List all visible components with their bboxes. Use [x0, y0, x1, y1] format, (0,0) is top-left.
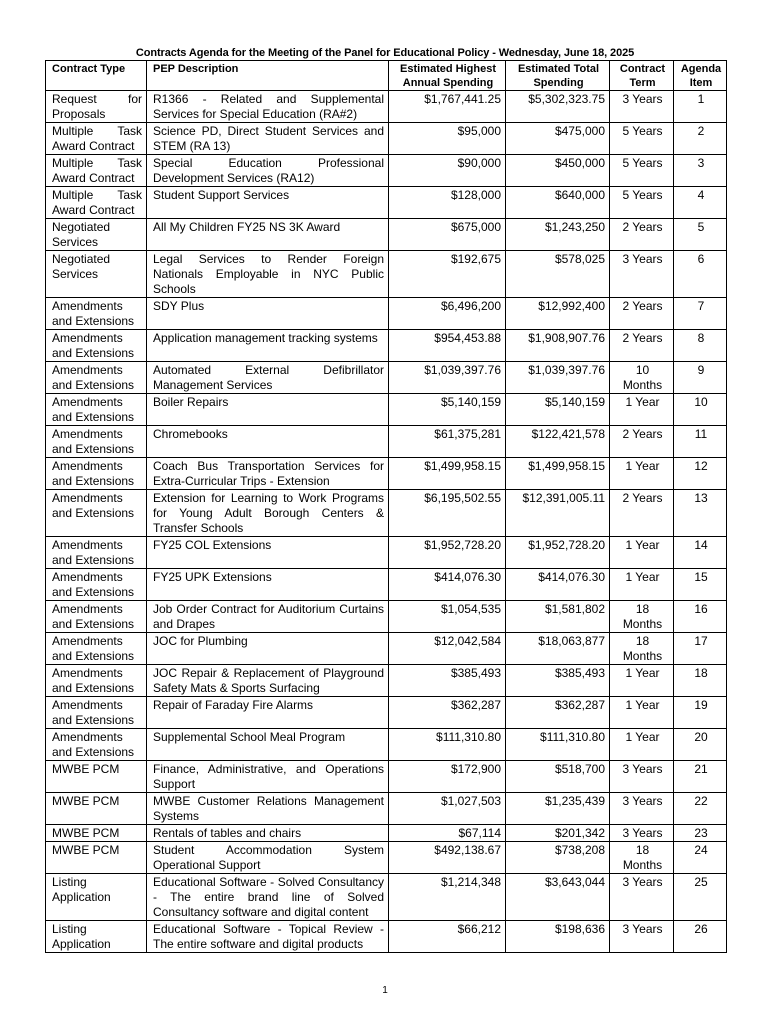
- contract-type-cell: Amendments and Extensions: [46, 298, 147, 330]
- contract-type-cell: Amendments and Extensions: [46, 458, 147, 490]
- annual-spending-cell: $385,493: [389, 665, 506, 697]
- agenda-item-cell: 11: [674, 426, 727, 458]
- table-row: [46, 91, 727, 123]
- table-row: [46, 633, 727, 665]
- pep-description-cell: JOC for Plumbing: [147, 633, 389, 665]
- table-row: [46, 123, 727, 155]
- contract-type-cell: Amendments and Extensions: [46, 490, 147, 537]
- table-row: [46, 298, 727, 330]
- total-spending-cell: $3,643,044: [506, 874, 610, 921]
- agenda-item-cell: 26: [674, 921, 727, 953]
- contract-type-cell: MWBE PCM: [46, 793, 147, 825]
- agenda-item-cell: 25: [674, 874, 727, 921]
- header-contract-term: Contract Term: [610, 61, 674, 91]
- total-spending-cell: $1,039,397.76: [506, 362, 610, 394]
- table-body: [46, 91, 727, 953]
- agenda-item-cell: 15: [674, 569, 727, 601]
- pep-description-cell: Student Support Services: [147, 187, 389, 219]
- agenda-item-cell: 3: [674, 155, 727, 187]
- contract-term-cell: 1 Year: [610, 729, 674, 761]
- contract-type-cell: Amendments and Extensions: [46, 426, 147, 458]
- table-row: [46, 219, 727, 251]
- contracts-table: [45, 60, 727, 953]
- pep-description-cell: MWBE Customer Relations Management Systems: [147, 793, 389, 825]
- annual-spending-cell: $66,212: [389, 921, 506, 953]
- agenda-item-cell: 18: [674, 665, 727, 697]
- total-spending-cell: $1,908,907.76: [506, 330, 610, 362]
- contract-type-cell: Amendments and Extensions: [46, 601, 147, 633]
- total-spending-cell: $5,140,159: [506, 394, 610, 426]
- contract-type-cell: Negotiated Services: [46, 219, 147, 251]
- contract-type-cell: Amendments and Extensions: [46, 569, 147, 601]
- contract-type-cell: MWBE PCM: [46, 842, 147, 874]
- contract-term-cell: 2 Years: [610, 219, 674, 251]
- total-spending-cell: $111,310.80: [506, 729, 610, 761]
- agenda-item-cell: 24: [674, 842, 727, 874]
- annual-spending-cell: $1,054,535: [389, 601, 506, 633]
- table-row: [46, 729, 727, 761]
- pep-description-cell: Legal Services to Render Foreign Nationals Employable in NYC Public Schools: [147, 251, 389, 298]
- contract-type-cell: Listing Application: [46, 874, 147, 921]
- annual-spending-cell: $5,140,159: [389, 394, 506, 426]
- total-spending-cell: $414,076.30: [506, 569, 610, 601]
- total-spending-cell: $122,421,578: [506, 426, 610, 458]
- agenda-item-cell: 1: [674, 91, 727, 123]
- contract-term-cell: 1 Year: [610, 697, 674, 729]
- pep-description-cell: Extension for Learning to Work Programs for Young Adult Borough Centers & Transfer Schools: [147, 490, 389, 537]
- contract-type-cell: Amendments and Extensions: [46, 697, 147, 729]
- pep-description-cell: JOC Repair & Replacement of Playground Safety Mats & Sports Surfacing: [147, 665, 389, 697]
- contract-type-cell: Listing Application: [46, 921, 147, 953]
- pep-description-cell: Finance, Administrative, and Operations Support: [147, 761, 389, 793]
- pep-description-cell: Application management tracking systems: [147, 330, 389, 362]
- total-spending-cell: $640,000: [506, 187, 610, 219]
- agenda-item-cell: 19: [674, 697, 727, 729]
- total-spending-cell: $1,581,802: [506, 601, 610, 633]
- annual-spending-cell: $95,000: [389, 123, 506, 155]
- header-total-spending: Estimated Total Spending: [506, 61, 610, 91]
- annual-spending-cell: $362,287: [389, 697, 506, 729]
- total-spending-cell: $5,302,323.75: [506, 91, 610, 123]
- table-row: [46, 426, 727, 458]
- agenda-item-cell: 8: [674, 330, 727, 362]
- agenda-item-cell: 20: [674, 729, 727, 761]
- agenda-item-cell: 5: [674, 219, 727, 251]
- annual-spending-cell: $954,453.88: [389, 330, 506, 362]
- total-spending-cell: $12,992,400: [506, 298, 610, 330]
- contract-type-cell: Amendments and Extensions: [46, 537, 147, 569]
- pep-description-cell: Rentals of tables and chairs: [147, 825, 389, 842]
- page-number: 1: [382, 985, 388, 996]
- table-row: [46, 874, 727, 921]
- table-row: [46, 458, 727, 490]
- pep-description-cell: FY25 UPK Extensions: [147, 569, 389, 601]
- total-spending-cell: $1,235,439: [506, 793, 610, 825]
- contract-type-cell: Multiple Task Award Contract: [46, 123, 147, 155]
- contract-term-cell: 18 Months: [610, 601, 674, 633]
- table-row: [46, 394, 727, 426]
- contract-term-cell: 5 Years: [610, 123, 674, 155]
- pep-description-cell: Supplemental School Meal Program: [147, 729, 389, 761]
- pep-description-cell: Repair of Faraday Fire Alarms: [147, 697, 389, 729]
- agenda-item-cell: 12: [674, 458, 727, 490]
- contract-type-cell: Amendments and Extensions: [46, 729, 147, 761]
- contract-term-cell: 2 Years: [610, 330, 674, 362]
- contract-type-cell: Amendments and Extensions: [46, 665, 147, 697]
- annual-spending-cell: $414,076.30: [389, 569, 506, 601]
- annual-spending-cell: $1,952,728.20: [389, 537, 506, 569]
- table-row: [46, 825, 727, 842]
- contract-term-cell: 3 Years: [610, 874, 674, 921]
- contract-term-cell: 3 Years: [610, 825, 674, 842]
- pep-description-cell: Student Accommodation System Operational Support: [147, 842, 389, 874]
- agenda-item-cell: 4: [674, 187, 727, 219]
- contract-term-cell: 1 Year: [610, 569, 674, 601]
- pep-description-cell: Boiler Repairs: [147, 394, 389, 426]
- agenda-item-cell: 23: [674, 825, 727, 842]
- contract-term-cell: 2 Years: [610, 426, 674, 458]
- contract-term-cell: 5 Years: [610, 155, 674, 187]
- pep-description-cell: SDY Plus: [147, 298, 389, 330]
- contract-type-cell: Multiple Task Award Contract: [46, 187, 147, 219]
- total-spending-cell: $12,391,005.11: [506, 490, 610, 537]
- annual-spending-cell: $128,000: [389, 187, 506, 219]
- table-row: [46, 155, 727, 187]
- header-annual-spending: Estimated Highest Annual Spending: [389, 61, 506, 91]
- annual-spending-cell: $675,000: [389, 219, 506, 251]
- pep-description-cell: Automated External Defibrillator Management Services: [147, 362, 389, 394]
- header-contract-type: Contract Type: [46, 61, 147, 91]
- table-row: [46, 537, 727, 569]
- total-spending-cell: $578,025: [506, 251, 610, 298]
- pep-description-cell: Job Order Contract for Auditorium Curtains and Drapes: [147, 601, 389, 633]
- contract-term-cell: 5 Years: [610, 187, 674, 219]
- contract-type-cell: Amendments and Extensions: [46, 394, 147, 426]
- contract-type-cell: MWBE PCM: [46, 761, 147, 793]
- table-row: [46, 665, 727, 697]
- contract-term-cell: 18 Months: [610, 842, 674, 874]
- annual-spending-cell: $192,675: [389, 251, 506, 298]
- table-row: [46, 921, 727, 953]
- pep-description-cell: Coach Bus Transportation Services for Extra-Curricular Trips - Extension: [147, 458, 389, 490]
- total-spending-cell: $18,063,877: [506, 633, 610, 665]
- contract-term-cell: 1 Year: [610, 394, 674, 426]
- contract-term-cell: 3 Years: [610, 921, 674, 953]
- total-spending-cell: $1,952,728.20: [506, 537, 610, 569]
- annual-spending-cell: $61,375,281: [389, 426, 506, 458]
- total-spending-cell: $738,208: [506, 842, 610, 874]
- annual-spending-cell: $1,214,348: [389, 874, 506, 921]
- total-spending-cell: $450,000: [506, 155, 610, 187]
- annual-spending-cell: $90,000: [389, 155, 506, 187]
- contract-term-cell: 3 Years: [610, 761, 674, 793]
- contract-type-cell: MWBE PCM: [46, 825, 147, 842]
- annual-spending-cell: $111,310.80: [389, 729, 506, 761]
- annual-spending-cell: $1,039,397.76: [389, 362, 506, 394]
- annual-spending-cell: $12,042,584: [389, 633, 506, 665]
- contract-term-cell: 18 Months: [610, 633, 674, 665]
- contract-type-cell: Amendments and Extensions: [46, 330, 147, 362]
- agenda-item-cell: 22: [674, 793, 727, 825]
- agenda-item-cell: 14: [674, 537, 727, 569]
- table-row: [46, 251, 727, 298]
- contract-type-cell: Multiple Task Award Contract: [46, 155, 147, 187]
- total-spending-cell: $1,243,250: [506, 219, 610, 251]
- table-row: [46, 601, 727, 633]
- agenda-item-cell: 16: [674, 601, 727, 633]
- annual-spending-cell: $1,027,503: [389, 793, 506, 825]
- total-spending-cell: $475,000: [506, 123, 610, 155]
- agenda-item-cell: 7: [674, 298, 727, 330]
- contract-term-cell: 3 Years: [610, 251, 674, 298]
- table-row: [46, 569, 727, 601]
- header-agenda-item: Agenda Item: [674, 61, 727, 91]
- table-row: [46, 187, 727, 219]
- total-spending-cell: $1,499,958.15: [506, 458, 610, 490]
- table-row: [46, 842, 727, 874]
- annual-spending-cell: $6,195,502.55: [389, 490, 506, 537]
- pep-description-cell: Educational Software - Solved Consultancy - The entire brand line of Solved Consultancy software and digital content: [147, 874, 389, 921]
- pep-description-cell: Educational Software - Topical Review - The entire software and digital products: [147, 921, 389, 953]
- agenda-item-cell: 2: [674, 123, 727, 155]
- agenda-item-cell: 10: [674, 394, 727, 426]
- table-row: [46, 362, 727, 394]
- table-row: [46, 793, 727, 825]
- pep-description-cell: Science PD, Direct Student Services and STEM (RA 13): [147, 123, 389, 155]
- annual-spending-cell: $172,900: [389, 761, 506, 793]
- contract-term-cell: 2 Years: [610, 298, 674, 330]
- agenda-item-cell: 9: [674, 362, 727, 394]
- contract-term-cell: 1 Year: [610, 537, 674, 569]
- contract-type-cell: Amendments and Extensions: [46, 633, 147, 665]
- pep-description-cell: Chromebooks: [147, 426, 389, 458]
- contract-type-cell: Negotiated Services: [46, 251, 147, 298]
- total-spending-cell: $362,287: [506, 697, 610, 729]
- agenda-item-cell: 6: [674, 251, 727, 298]
- table-row: [46, 490, 727, 537]
- document-title: Contracts Agenda for the Meeting of the Panel for Educational Policy - Wednesday, June 18, 2025: [135, 47, 635, 59]
- pep-description-cell: All My Children FY25 NS 3K Award: [147, 219, 389, 251]
- total-spending-cell: $385,493: [506, 665, 610, 697]
- contract-term-cell: 2 Years: [610, 490, 674, 537]
- total-spending-cell: $198,636: [506, 921, 610, 953]
- table-header-row: [46, 61, 727, 91]
- header-pep-description: PEP Description: [147, 61, 389, 91]
- agenda-item-cell: 13: [674, 490, 727, 537]
- total-spending-cell: $518,700: [506, 761, 610, 793]
- contract-term-cell: 1 Year: [610, 458, 674, 490]
- total-spending-cell: $201,342: [506, 825, 610, 842]
- agenda-item-cell: 21: [674, 761, 727, 793]
- agenda-item-cell: 17: [674, 633, 727, 665]
- annual-spending-cell: $6,496,200: [389, 298, 506, 330]
- contract-term-cell: 10 Months: [610, 362, 674, 394]
- pep-description-cell: R1366 - Related and Supplemental Services for Special Education (RA#2): [147, 91, 389, 123]
- contract-term-cell: 1 Year: [610, 665, 674, 697]
- table-row: [46, 761, 727, 793]
- table-row: [46, 697, 727, 729]
- contract-type-cell: Amendments and Extensions: [46, 362, 147, 394]
- contract-term-cell: 3 Years: [610, 793, 674, 825]
- table-row: [46, 330, 727, 362]
- annual-spending-cell: $492,138.67: [389, 842, 506, 874]
- annual-spending-cell: $1,499,958.15: [389, 458, 506, 490]
- contract-term-cell: 3 Years: [610, 91, 674, 123]
- pep-description-cell: Special Education Professional Development Services (RA12): [147, 155, 389, 187]
- annual-spending-cell: $67,114: [389, 825, 506, 842]
- pep-description-cell: FY25 COL Extensions: [147, 537, 389, 569]
- annual-spending-cell: $1,767,441.25: [389, 91, 506, 123]
- contract-type-cell: Request for Proposals: [46, 91, 147, 123]
